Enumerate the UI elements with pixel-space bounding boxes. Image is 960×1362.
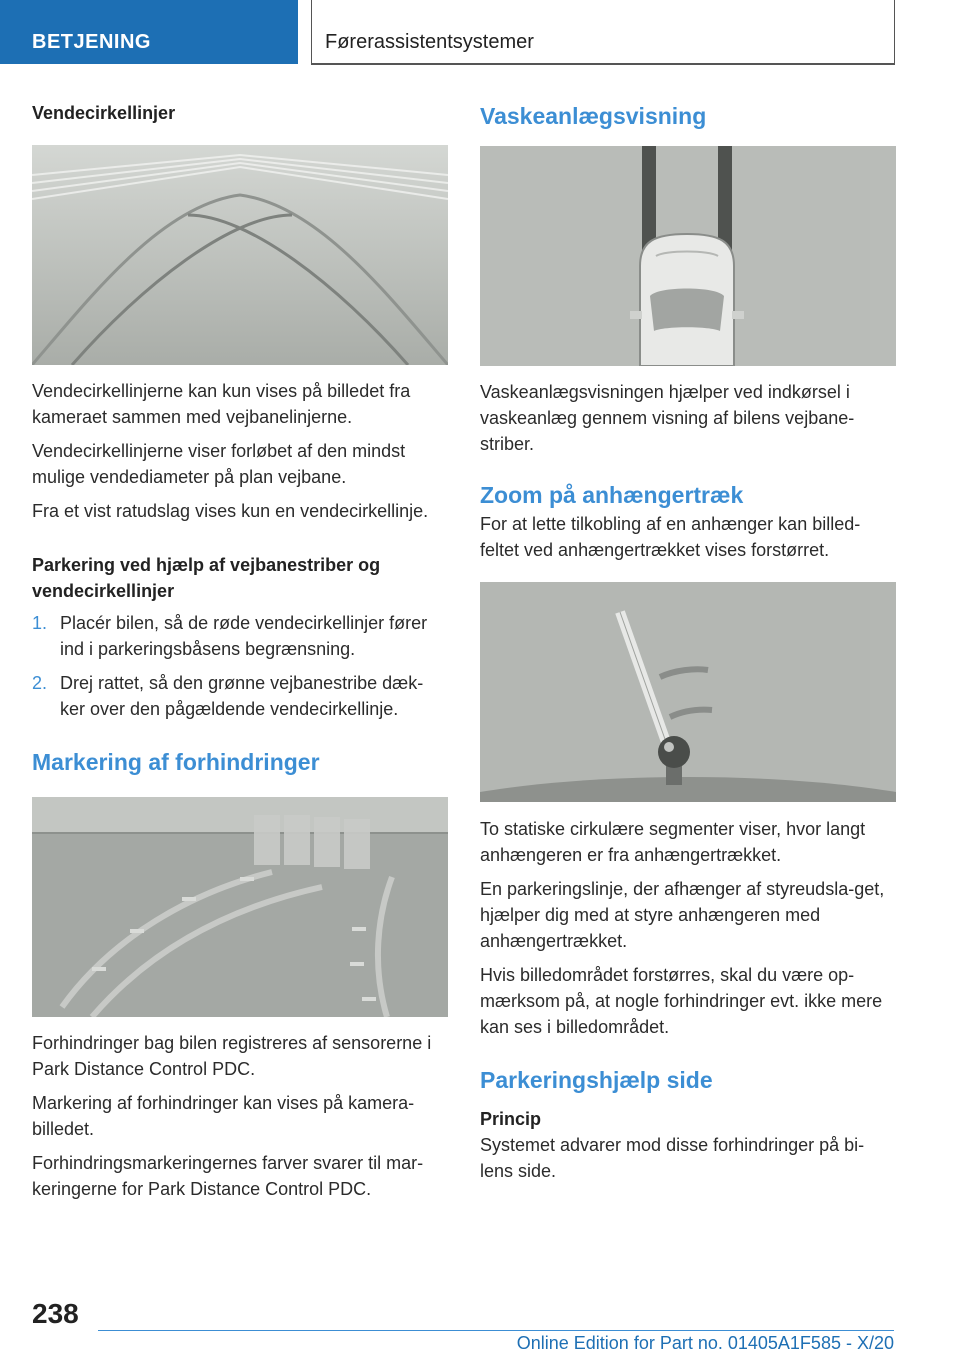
obstacles-heading: Markering af forhindringer — [32, 749, 320, 775]
turning-lines-text-3: Fra et vist ratudslag vises kun en vendecirkellinje. — [32, 501, 429, 521]
carwash-heading: Vaskeanlægsvisning — [480, 103, 707, 129]
obstacles-figure — [32, 797, 448, 1017]
turning-lines-figure — [32, 145, 448, 365]
obstacles-text-2: Markering af forhindringer kan vises på kamera-billedet. — [32, 1093, 415, 1139]
side-assist-heading: Parkeringshjælp side — [480, 1067, 713, 1093]
parking-steps — [32, 610, 448, 722]
zoom-text-3: En parkeringslinje, der afhænger af styreudsla-get, hjælper dig med at styre anhængeren med anhængertrækket. — [480, 879, 885, 951]
turning-lines-text-1: Vendecirkellinjerne kan kun vises på billedet fra kameraet sammen med vejbanelinjerne. — [32, 381, 411, 427]
header-divider — [311, 0, 312, 64]
zoom-heading: Zoom på anhængertræk — [480, 482, 744, 508]
obstacles-text-1: Forhindringer bag bilen registreres af sensorerne i Park Distance Control PDC. — [32, 1033, 432, 1079]
zoom-text-2: To statiske cirkulære segmenter viser, hvor langt anhængeren er fra anhængertrækket. — [480, 819, 866, 865]
trailer-hitch-figure — [480, 582, 896, 802]
left-column — [32, 100, 448, 1202]
header-end-line — [894, 0, 895, 64]
zoom-text-4: Hvis billedområdet forstørres, skal du være op-mærksom på, at nogle forhindringer evt. ikke mere kan ses i billedområdet. — [480, 965, 883, 1037]
turning-lines-heading: Vendecirkellinjer — [32, 103, 176, 123]
side-assist-text-1: Systemet advarer mod disse forhindringer på bi-lens side. — [480, 1135, 865, 1181]
turning-lines-text-2: Vendecirkellinjerne viser forløbet af den mindst mulige vendediameter på plan vejbane. — [32, 441, 406, 487]
section-tab: BETJENING — [0, 0, 298, 64]
list-item: 1. Placér bilen, så de røde vendecirkellinjer fører ind i parkeringsbåsens begrænsning. — [32, 613, 428, 659]
carwash-text-1: Vaskeanlægsvisningen hjælper ved indkørsel i vaskeanlæg gennem visning af bilens vejbane-striber. — [480, 382, 855, 454]
zoom-text-1: For at lette tilkobling af en anhænger kan billed-feltet ved anhængertrækket vises forstørret. — [480, 514, 861, 560]
carwash-figure — [480, 146, 896, 366]
chapter-title: Førerassistentsystemer — [325, 31, 534, 53]
footer-rule — [98, 1330, 894, 1331]
obstacles-text-3: Forhindringsmarkeringernes farver svarer til mar-keringerne for Park Distance Control PDC. — [32, 1153, 424, 1199]
right-column — [480, 100, 896, 1184]
edition-link[interactable]: Online Edition for Part no. 01405A1F585 - X/20 — [516, 1333, 894, 1353]
page-number: 238 — [32, 1298, 79, 1329]
list-item: 2. Drej rattet, så den grønne vejbanestribe dæk-ker over den pågældende vendecirkellinje. — [32, 673, 424, 719]
header-rule — [311, 63, 895, 65]
page-header — [0, 0, 960, 66]
parking-heading: Parkering ved hjælp af vejbanestriber og vendecirkellinjer — [32, 555, 381, 601]
principle-heading: Princip — [480, 1109, 542, 1129]
